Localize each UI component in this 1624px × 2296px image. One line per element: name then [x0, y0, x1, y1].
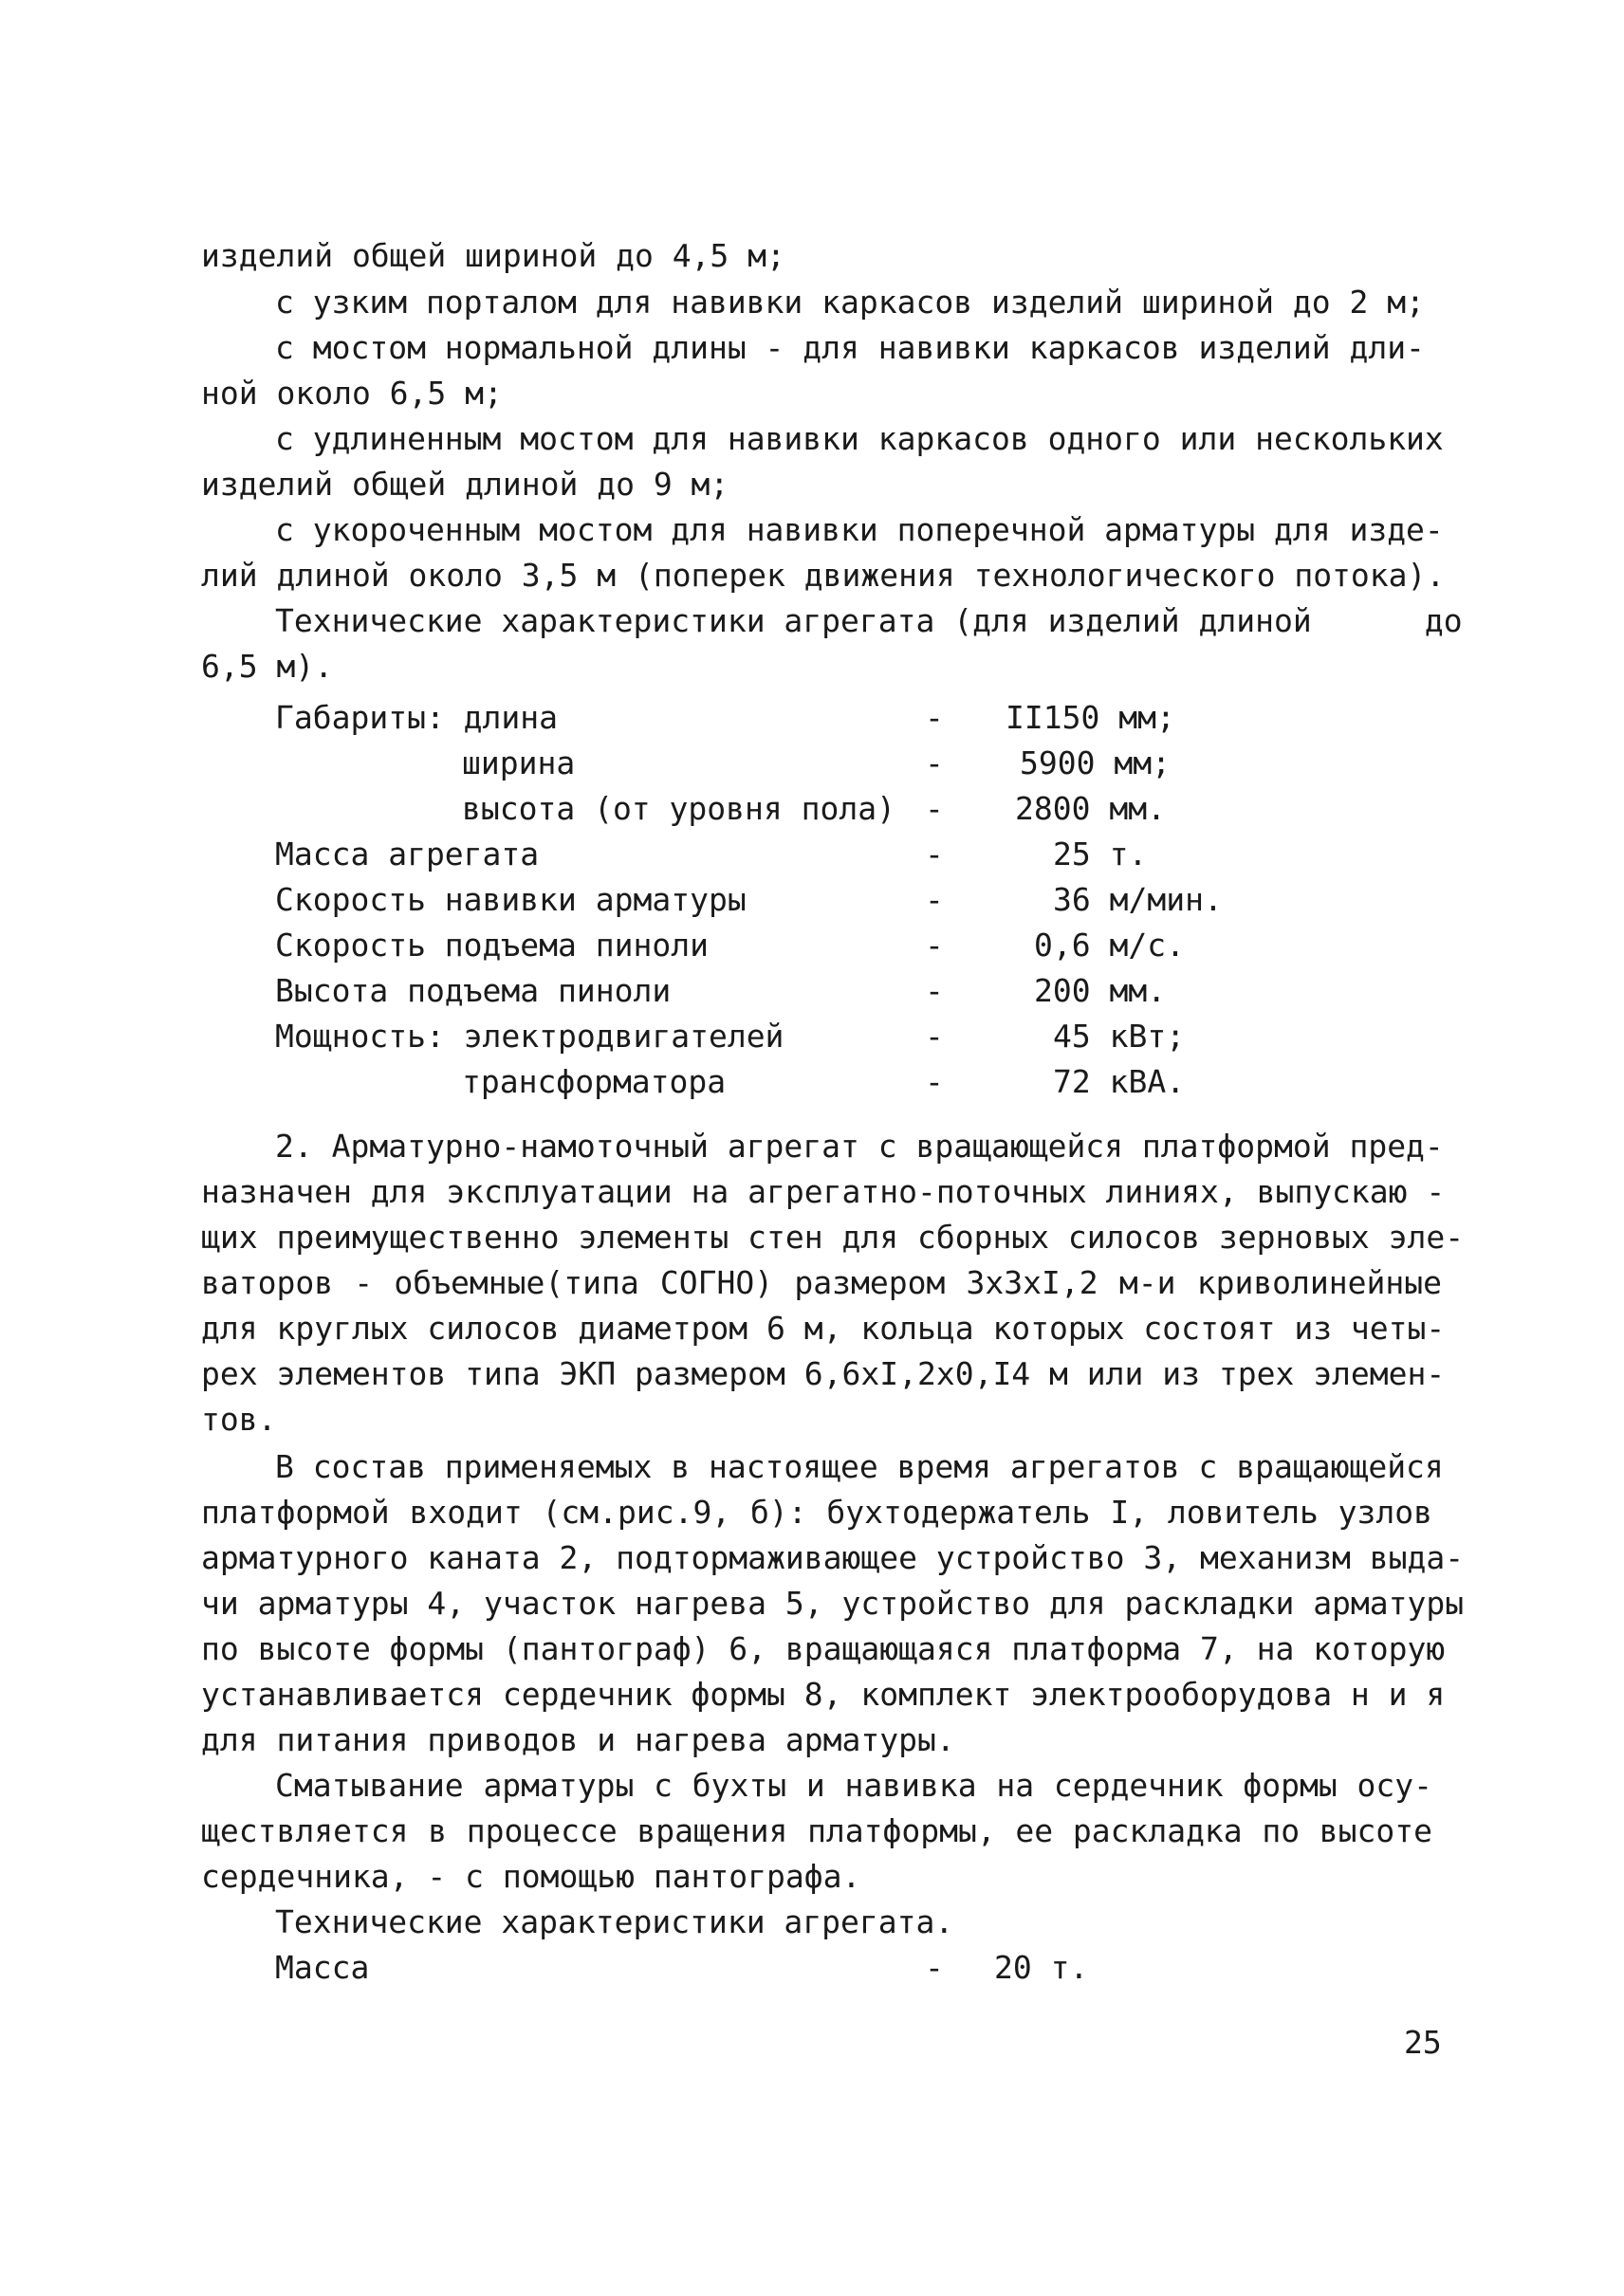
text-line: изделий общей шириной до 4,5 м;: [201, 237, 785, 274]
text-line: 2. Арматурно-намоточный агрегат с вращающейся платформой пред-: [275, 1128, 1444, 1165]
text-line: щих преимущественно элементы стен для сборных силосов зерновых эле-: [201, 1219, 1465, 1256]
text-line: ваторов - объемные(типа СОГНО) размером 3х3хI,2 м-и криволинейные: [201, 1264, 1442, 1301]
spec-value: 45 кВт;: [1053, 1018, 1186, 1055]
spec-value: 5900 мм;: [1020, 744, 1171, 781]
text-line: для круглых силосов диаметром 6 м, кольца которых состоят из четы-: [201, 1310, 1446, 1347]
text-line: рех элементов типа ЭКП размером 6,6хI,2х0,I4 м или из трех элемен-: [201, 1355, 1446, 1392]
spec-label: высота (от уровня пола): [462, 790, 895, 827]
spec-dash: -: [925, 881, 944, 918]
text-line: Технические характеристики агрегата.: [275, 1903, 954, 1940]
spec-value: 0,6 м/с.: [1034, 927, 1185, 964]
text-line: назначен для эксплуатации на агрегатно-поточных линиях, выпускаю -: [201, 1173, 1446, 1210]
text-line: лий длиной около 3,5 м (поперек движения технологического потока).: [201, 557, 1446, 594]
text-line: с мостом нормальной длины - для навивки каркасов изделий дли-: [275, 329, 1425, 366]
spec-value: 200 мм.: [1034, 972, 1167, 1009]
text-line: сердечника, - с помощью пантографа.: [201, 1858, 861, 1895]
spec-label: Мощность: электродвигателей: [275, 1018, 784, 1055]
spec-value: II150 мм;: [1006, 699, 1175, 736]
spec-label: Габариты: длина: [275, 699, 559, 736]
spec-dash: -: [925, 927, 944, 964]
text-line: В состав применяемых в настоящее время агрегатов с вращающейся: [275, 1448, 1444, 1485]
text-line: 6,5 м).: [201, 648, 334, 685]
text-line: Сматывание арматуры с бухты и навивка на сердечник формы осу-: [275, 1767, 1432, 1804]
spec-label: Масса агрегата: [275, 836, 540, 872]
spec-value: 25 т.: [1053, 836, 1148, 872]
text-line: ществляется в процессе вращения платформы, ее раскладка по высоте: [201, 1812, 1432, 1849]
text-line: арматурного каната 2, подтормаживающее устройство 3, механизм выда-: [201, 1539, 1465, 1576]
spec-label: Скорость подъема пиноли: [275, 927, 709, 964]
text-line: Технические характеристики агрегата (для изделий длиной до: [275, 602, 1463, 639]
spec-dash: -: [925, 1063, 944, 1100]
spec-label: Высота подъема пиноли: [275, 972, 672, 1009]
spec-value: 36 м/мин.: [1053, 881, 1223, 918]
spec-dash: -: [925, 1949, 944, 1986]
page-number: 25: [1404, 2024, 1442, 2061]
spec-dash: -: [925, 836, 944, 872]
spec-label: Скорость навивки арматуры: [275, 881, 747, 918]
spec-value: 20 т.: [994, 1949, 1089, 1986]
text-line: по высоте формы (пантограф) 6, вращающаяся платформа 7, на которую: [201, 1630, 1446, 1667]
spec-dash: -: [925, 972, 944, 1009]
text-line: тов.: [201, 1401, 277, 1438]
spec-label: ширина: [462, 744, 576, 781]
spec-label: Масса: [275, 1949, 370, 1986]
spec-value: 72 кВА.: [1053, 1063, 1186, 1100]
spec-dash: -: [925, 790, 944, 827]
text-line: изделий общей длиной до 9 м;: [201, 466, 729, 503]
text-line: чи арматуры 4, участок нагрева 5, устройство для раскладки арматуры: [201, 1585, 1465, 1622]
text-line: ной около 6,5 м;: [201, 375, 503, 412]
spec-dash: -: [925, 1018, 944, 1055]
spec-value: 2800 мм.: [1015, 790, 1166, 827]
text-line: платформой входит (см.рис.9, б): бухтодержатель I, ловитель узлов: [201, 1494, 1432, 1531]
text-line: для питания приводов и нагрева арматуры.: [201, 1721, 955, 1758]
text-line: устанавливается сердечник формы 8, комплект электрооборудова н и я: [201, 1676, 1446, 1713]
text-line: с укороченным мостом для навивки поперечной арматуры для изде-: [275, 511, 1444, 548]
spec-dash: -: [925, 744, 944, 781]
text-line: с узким порталом для навивки каркасов изделий шириной до 2 м;: [275, 284, 1425, 321]
text-line: с удлиненным мостом для навивки каркасов одного или нескольких: [275, 420, 1444, 457]
spec-label: трансформатора: [462, 1063, 727, 1100]
spec-dash: -: [925, 699, 944, 736]
